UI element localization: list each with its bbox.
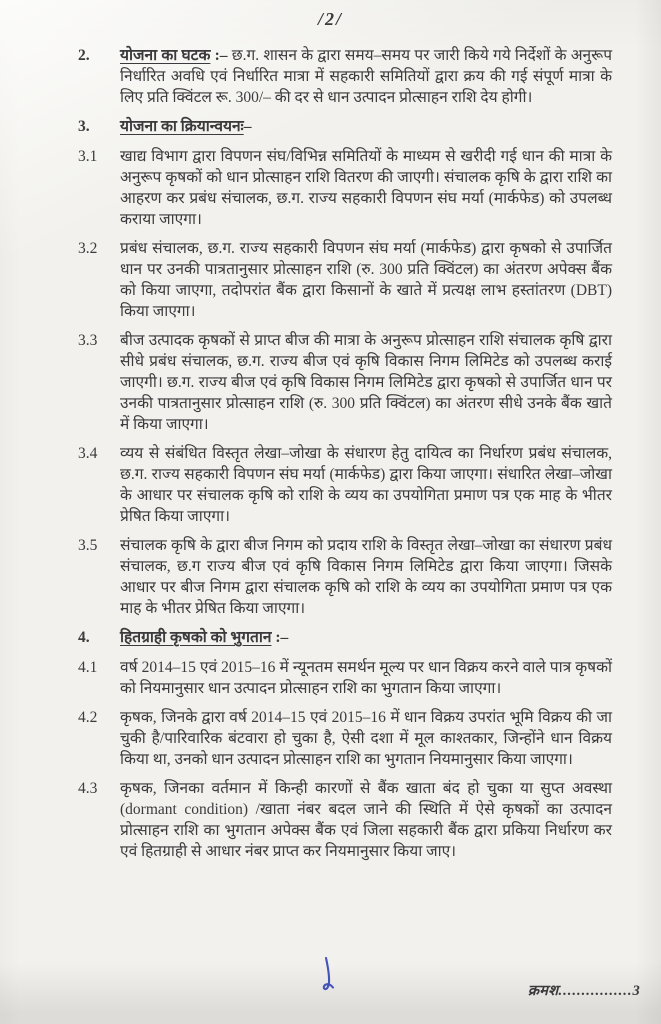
item-number: 4.1 bbox=[78, 659, 98, 676]
item-text bbox=[120, 627, 612, 648]
item-number: 4. bbox=[78, 629, 90, 646]
item-number: 3.5 bbox=[78, 537, 98, 554]
item-number: 4.2 bbox=[78, 709, 98, 726]
document-item bbox=[78, 443, 612, 527]
document-item bbox=[78, 116, 612, 137]
document-item bbox=[78, 707, 612, 770]
item-heading: योजना का घटक bbox=[120, 47, 211, 64]
page-number: /2/ bbox=[317, 9, 343, 29]
item-body-text: संचालक कृषि के द्वारा बीज निगम को प्रदाय राशि के विस्तृत लेखा–जोखा का संधारण प्रबंध संचालक, छ.ग राज्य बीज एवं कृषि विकास निगम लिमिटेड द्वारा किया जाएगा। जिसके आधार पर बीज निगम द्वारा संचालक कृषि को राशि के व्यय का उपयोगिता प्रमाण पत्र एक माह के भीतर प्रेषित किया जाएगा। bbox=[120, 537, 612, 617]
item-body-text: कृषक, जिनका वर्तमान में किन्ही कारणों से बैंक खाता बंद हो चुका या सुप्त अवस्था (dormant condition) /खाता नंबर बदल जाने की स्थिति में ऐसे कृषकों का उत्पादन प्रोत्साहन राशि का भुगतान अपेक्स बैंक एवं जिला सहकारी बैंक द्वारा प्रकिया निर्धारण कर एवं हितग्राही से आधार नंबर प्राप्त कर नियमानुसार किया जाए। bbox=[120, 780, 612, 860]
item-body-text: व्यय से संबंधित विस्तृत लेखा–जोखा के संधारण हेतु दायित्व का निर्धारण प्रबंध संचालक, छ.ग. राज्य सहकारी विपणन संघ मर्या (मार्कफेड) द्वारा किया जाएगा। संधारित लेखा–जोखा के आधार पर संचालक कृषि को राशि के व्यय का उपयोगिता प्रमाण पत्र एक माह के भीतर प्रेषित किया जाएगा। bbox=[120, 445, 612, 525]
item-body-text: वर्ष 2014–15 एवं 2015–16 में न्यूनतम समर्थन मूल्य पर धान विक्रय करने वाले पात्र कृषकों को नियमानुसार धान उत्पादन प्रोत्साहन राशि का भुगतान किया जाएगा। bbox=[120, 659, 612, 697]
item-heading: हितग्राही कृषको को भुगतान bbox=[120, 629, 272, 646]
item-number: 3.2 bbox=[78, 240, 98, 257]
item-number: 3.4 bbox=[78, 445, 98, 462]
document-item bbox=[78, 238, 612, 322]
item-text bbox=[120, 45, 612, 108]
footer-dot-leader: ................ bbox=[558, 983, 633, 999]
item-number: 2. bbox=[78, 47, 90, 64]
footer-next-page-number: 3 bbox=[632, 983, 640, 999]
heading-separator: :– bbox=[271, 629, 289, 646]
item-number: 3.3 bbox=[78, 332, 98, 349]
item-heading: योजना का क्रियान्वयनः bbox=[120, 118, 244, 135]
footer-continuation bbox=[528, 980, 640, 1000]
heading-separator: – bbox=[243, 118, 252, 135]
item-body-text: बीज उत्पादक कृषकों से प्राप्त बीज की मात्रा के अनुरूप प्रोत्साहन राशि संचालक कृषि द्वारा सीधे प्रबंध संचालक, छ.ग. राज्य बीज एवं कृषि विकास निगम लिमिटेड को उपलब्ध कराई जाएगी। छ.ग. राज्य बीज एवं कृषि विकास निगम लिमिटेड द्वारा कृषको से उपार्जित धान पर उनकी पात्रतानुसार प्रोत्साहन राशि (रु. 300 प्रति क्विंटल) का अंतरण सीधे उनके बैंक खाते में किया जाएगा। bbox=[120, 332, 612, 433]
document-body bbox=[78, 45, 612, 870]
document-item bbox=[78, 535, 612, 619]
document-item bbox=[78, 778, 612, 862]
item-body-text: प्रबंध संचालक, छ.ग. राज्य सहकारी विपणन संघ मर्या (मार्कफेड) द्वारा कृषको से उपार्जित धान पर उनकी पात्रतानुसार प्रोत्साहन राशि (रु. 300 प्रति क्विंटल) का अंतरण अपेक्स बैंक को किया जाएगा, तदोपरांत बैंक द्वारा किसानों के खाते में प्रत्यक्ष लाभ हस्तांतरण (DBT) किया जाएगा। bbox=[120, 240, 612, 320]
document-item bbox=[78, 657, 612, 699]
item-number: 3.1 bbox=[78, 148, 98, 165]
item-number: 3. bbox=[78, 118, 90, 135]
item-text bbox=[120, 116, 612, 137]
footer-continuation-label: क्रमश bbox=[527, 983, 559, 999]
document-item bbox=[78, 146, 612, 230]
document-item bbox=[78, 330, 612, 435]
pen-tick-annotation-icon bbox=[317, 956, 343, 994]
heading-separator: :– bbox=[210, 47, 232, 64]
item-body-text: कृषक, जिनके द्वारा वर्ष 2014–15 एवं 2015–16 में धान विक्रय उपरांत भूमि विक्रय की जा चुकी है/पारिवारिक बंटवारा हो चुका है, ऐसी दशा में मूल काश्तकार, जिन्होंने धान विक्रय किया था, उनको धान उत्पादन प्रोत्साहन राशि का भुगतान नियमानुसार किया जाएगा। bbox=[120, 709, 612, 768]
item-body-text: खाद्य विभाग द्वारा विपणन संघ/विभिन्न समितियों के माध्यम से खरीदी गई धान की मात्रा के अनुरूप कृषकों को धान प्रोत्साहन राशि वितरण की जाएगी। संचालक कृषि के द्वारा राशि का आहरण कर प्रबंध संचालक, छ.ग. राज्य सहकारी विपणन संघ मर्या (मार्कफेड) को उपलब्ध कराया जाएगा। bbox=[120, 148, 612, 228]
document-item bbox=[78, 45, 612, 108]
document-item bbox=[78, 627, 612, 648]
item-number: 4.3 bbox=[78, 780, 98, 797]
item-body-text: छ.ग. शासन के द्वारा समय–समय पर जारी किये गये निर्देशों के अनुरूप निर्धारित अवधि एवं निर्धारित मात्रा में सहकारी समितियों द्वारा क्रय की गई संपूर्ण मात्रा के लिए प्रति क्विंटल रू. 300/– की दर से धान उत्पादन प्रोत्साहन राशि देय होगी। bbox=[120, 47, 612, 106]
